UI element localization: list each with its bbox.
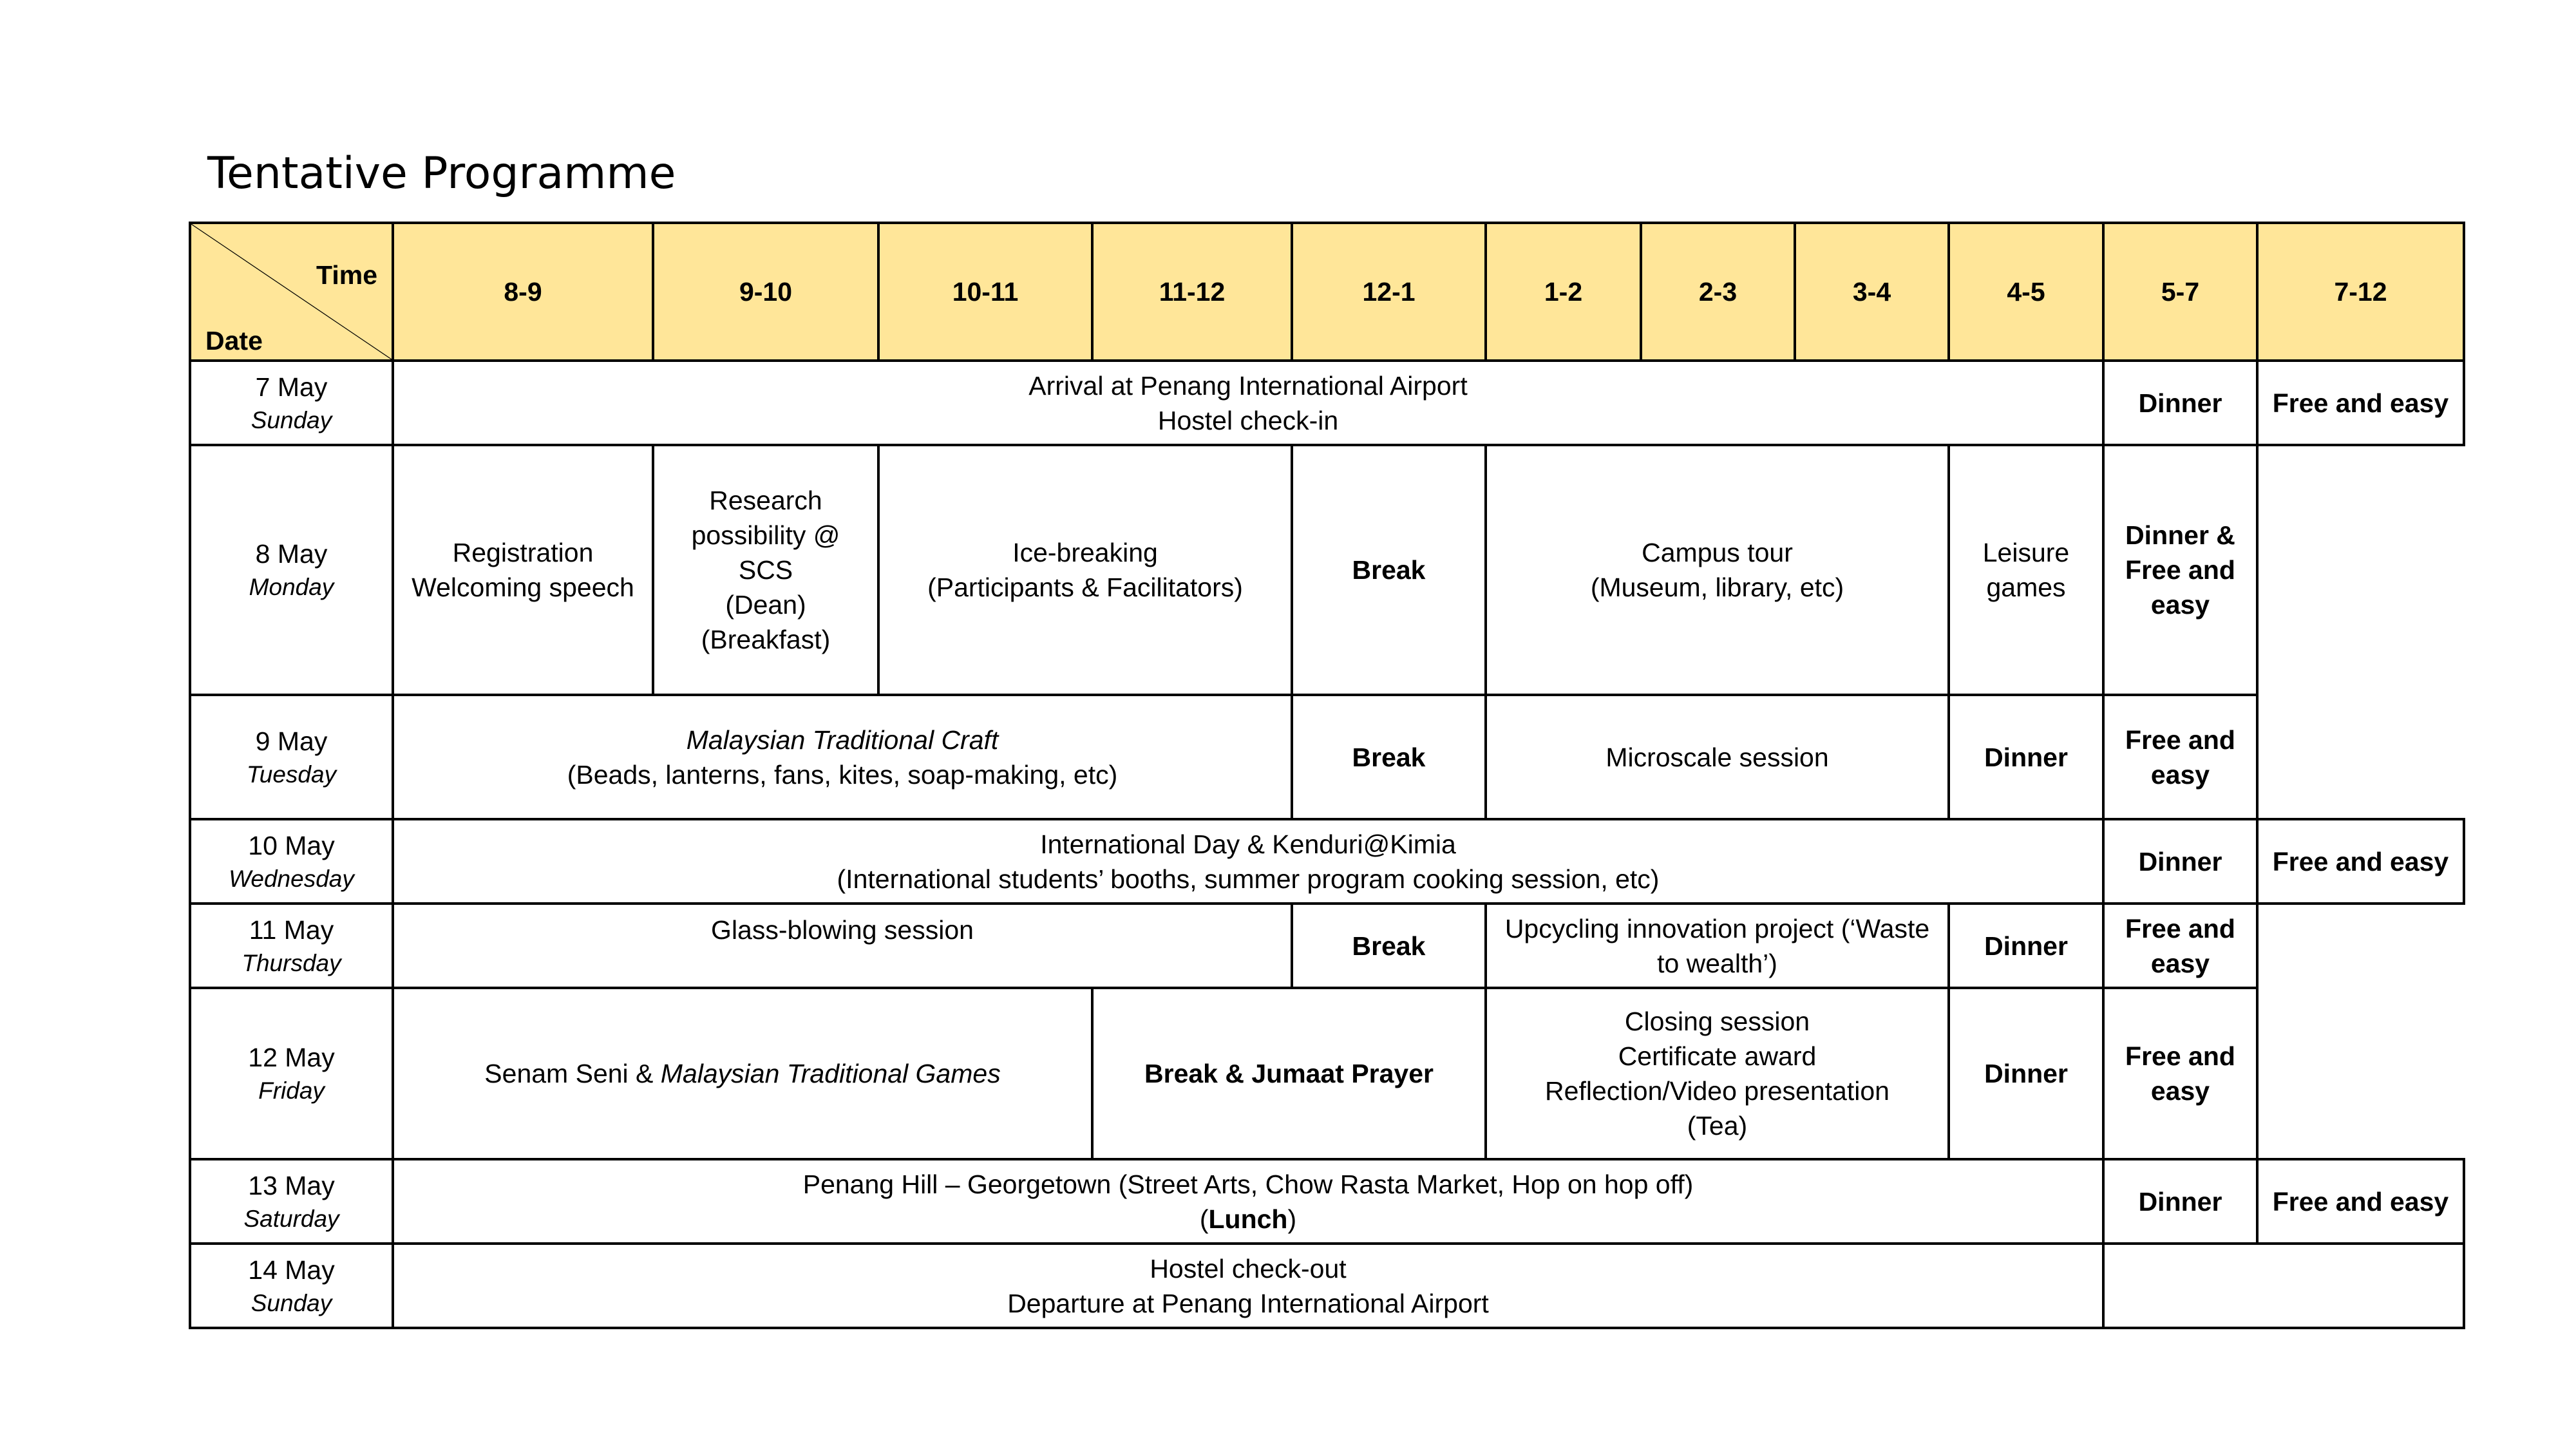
activity-cell: [393, 1159, 2103, 1244]
date-cell: [190, 1159, 393, 1244]
activity-text: Closing session: [1624, 1007, 1810, 1036]
time-slot-header: 3-4: [1795, 223, 1949, 361]
activity-text: games: [1986, 573, 2066, 602]
date-label: 11 May: [249, 914, 334, 945]
date-cell: [190, 1244, 393, 1328]
time-slot-header: 2-3: [1641, 223, 1795, 361]
night-cell: Free and easy: [2257, 361, 2464, 445]
activity-text: (: [1199, 1204, 1209, 1234]
date-cell: [190, 445, 393, 695]
activity-text: (Dean): [725, 590, 806, 620]
date-label: 10 May: [248, 830, 335, 860]
activity-text: Hostel check-out: [1150, 1253, 1347, 1283]
activity-cell: [393, 361, 2103, 445]
activity-text: Free and easy: [2125, 555, 2235, 620]
date-cell: [190, 695, 393, 819]
activity-cell: Microscale session: [1486, 695, 1949, 819]
activity-text: Welcoming speech: [412, 573, 634, 602]
activity-text: Ice-breaking: [1012, 538, 1158, 567]
weekday-label: Wednesday: [229, 865, 354, 892]
weekday-label: Saturday: [243, 1205, 339, 1232]
activity-text: to wealth’): [1657, 948, 1777, 978]
night-cell: Free and easy: [2103, 904, 2257, 988]
weekday-label: Sunday: [251, 1289, 332, 1316]
header-row: [190, 223, 2464, 361]
activity-text: [403, 1202, 2093, 1236]
activity-cell: [393, 1244, 2103, 1328]
time-slot-header: 7-12: [2257, 223, 2464, 361]
programme-table: [189, 222, 2465, 1329]
date-cell: [190, 988, 393, 1159]
activity-text: Malaysian Traditional Games: [660, 1059, 1001, 1088]
activity-text: (International students’ booths, summer program cooking session, etc): [837, 864, 1660, 894]
break-cell: Break: [1292, 445, 1486, 695]
time-slot-header: 12-1: [1292, 223, 1486, 361]
activity-cell: [393, 695, 1292, 819]
schedule-row-9-may: [190, 695, 2464, 819]
activity-cell: [1486, 904, 1949, 988]
time-slot-header: 1-2: [1486, 223, 1641, 361]
empty-cell: [2103, 1244, 2464, 1328]
night-cell: Free and easy: [2257, 819, 2464, 904]
corner-header-cell: [190, 223, 393, 361]
activity-text: Arrival at Penang International Airport: [1028, 370, 1468, 401]
activity-text: Certificate award: [1618, 1041, 1817, 1071]
activity-text: Lunch: [1208, 1204, 1288, 1234]
activity-cell: [653, 445, 878, 695]
activity-cell: [1486, 445, 1949, 695]
schedule-row-7-may: [190, 361, 2464, 445]
weekday-label: Friday: [258, 1077, 325, 1104]
time-slot-header: 5-7: [2103, 223, 2257, 361]
evening-cell: Dinner: [2103, 361, 2257, 445]
date-label: 7 May: [255, 372, 328, 402]
activity-text: Research possibility @ SCS: [691, 486, 840, 585]
activity-text: Reflection/Video presentation: [1545, 1076, 1889, 1106]
activity-cell: [393, 819, 2103, 904]
weekday-label: Thursday: [242, 949, 341, 976]
date-label: 13 May: [248, 1170, 335, 1200]
activity-text: Campus tour: [1642, 538, 1793, 567]
activity-cell: [1486, 988, 1949, 1159]
schedule-row-10-may: [190, 819, 2464, 904]
activity-text: (Participants & Facilitators): [927, 573, 1243, 602]
date-cell: [190, 819, 393, 904]
date-label: 12 May: [248, 1043, 335, 1072]
night-cell: Free and easy: [2103, 988, 2257, 1159]
activity-text: (Museum, library, etc): [1590, 573, 1844, 602]
date-label: 9 May: [255, 726, 328, 756]
night-cell: Free and easy: [2257, 1159, 2464, 1244]
activity-cell: [878, 445, 1292, 695]
activity-cell: [393, 445, 653, 695]
evening-cell: Dinner: [1949, 904, 2103, 988]
time-slot-header: 9-10: [653, 223, 878, 361]
schedule-row-8-may: [190, 445, 2464, 695]
time-slot-header: 4-5: [1949, 223, 2103, 361]
activity-text: International Day & Kenduri@Kimia: [1040, 829, 1456, 859]
activity-text: Penang Hill – Georgetown (Street Arts, Chow Rasta Market, Hop on hop off): [802, 1169, 1694, 1199]
activity-text: Malaysian Traditional Craft: [686, 724, 999, 755]
date-cell: [190, 361, 393, 445]
activity-text: Registration: [452, 538, 594, 567]
activity-cell: [393, 988, 1092, 1159]
activity-text: (Beads, lanterns, fans, kites, soap-making, etc): [567, 759, 1118, 790]
weekday-label: Monday: [249, 574, 334, 600]
activity-text: (Tea): [1687, 1111, 1748, 1141]
break-cell: Break & Jumaat Prayer: [1092, 988, 1486, 1159]
activity-text: Departure at Penang International Airport: [1007, 1288, 1489, 1318]
night-cell: [2103, 445, 2257, 695]
page-title: Tentative Programme: [207, 148, 676, 199]
activity-text: Leisure: [1982, 538, 2070, 567]
time-slot-header: 11-12: [1092, 223, 1292, 361]
night-cell: Free and easy: [2103, 695, 2257, 819]
schedule-row-14-may: [190, 1244, 2464, 1328]
break-cell: Break: [1292, 695, 1486, 819]
date-label: 8 May: [255, 539, 328, 569]
evening-cell: Dinner: [2103, 819, 2257, 904]
activity-text: Upcycling innovation project (‘Waste: [1504, 913, 1930, 943]
time-slot-header: 8-9: [393, 223, 653, 361]
schedule-row-13-may: [190, 1159, 2464, 1244]
evening-cell: Dinner: [1949, 695, 2103, 819]
date-label: 14 May: [248, 1255, 335, 1285]
evening-cell: Dinner: [1949, 988, 2103, 1159]
weekday-label: Sunday: [251, 406, 332, 433]
time-axis-label: Time: [316, 260, 377, 290]
weekday-label: Tuesday: [246, 761, 337, 788]
activity-cell: Glass-blowing session: [393, 904, 1292, 988]
schedule-row-11-may: [190, 904, 2464, 988]
time-slot-header: 10-11: [878, 223, 1092, 361]
evening-cell: [1949, 445, 2103, 695]
date-cell: [190, 904, 393, 988]
activity-text: ): [1287, 1204, 1297, 1234]
evening-cell: Dinner: [2103, 1159, 2257, 1244]
activity-text: (Breakfast): [701, 625, 831, 654]
activity-text: Senam Seni &: [484, 1059, 661, 1088]
date-axis-label: Date: [205, 326, 263, 355]
schedule-row-12-may: [190, 988, 2464, 1159]
activity-text: Dinner &: [2125, 520, 2235, 550]
activity-text: Hostel check-in: [1157, 405, 1339, 435]
break-cell: Break: [1292, 904, 1486, 988]
